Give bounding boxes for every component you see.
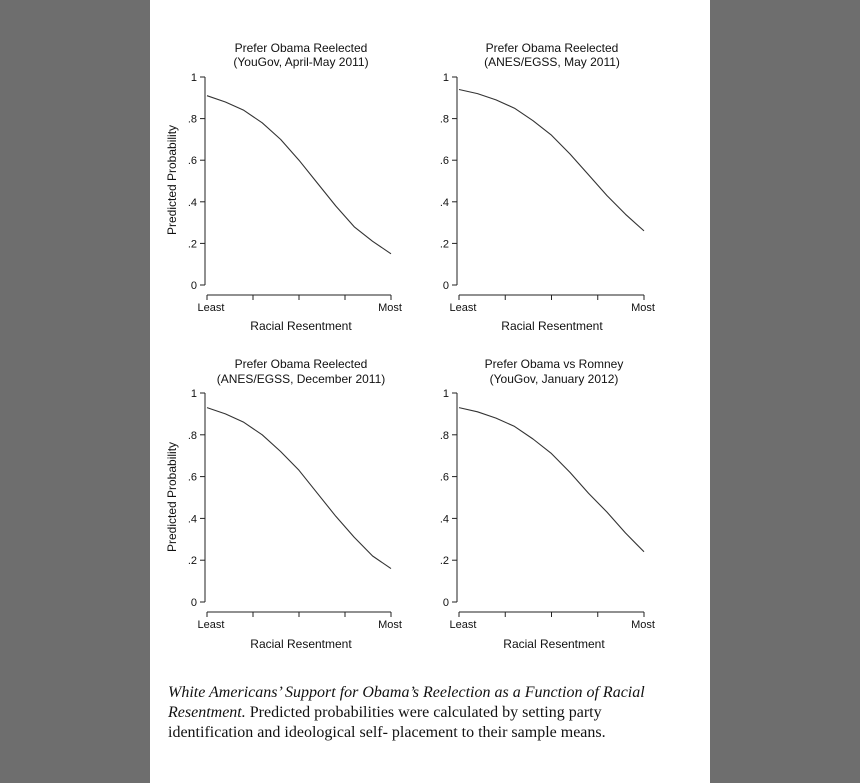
x-tick-label-most: Most [631, 302, 655, 314]
chart-title-line1: Prefer Obama Reelected [234, 357, 368, 371]
chart-title-line2: (YouGov, January 2012) [489, 372, 619, 386]
y-axis-label: Predicted Probability [165, 441, 179, 553]
figure-caption [168, 683, 728, 743]
x-tick-label-least: Least [449, 302, 477, 314]
y-tick-label: .2 [439, 238, 449, 251]
caption-line-1 [168, 683, 728, 703]
y-tick-label: 0 [190, 597, 197, 609]
y-tick-label: 1 [190, 388, 197, 400]
y-tick-label: .8 [187, 113, 197, 126]
chart-panel-yougov-jan-2012 [440, 357, 655, 651]
x-axis-label: Racial Resentment [250, 637, 352, 651]
y-tick-label: .4 [187, 196, 197, 209]
x-tick-label-least: Least [449, 619, 477, 631]
chart-panel-anes-may-2011 [440, 41, 655, 333]
y-tick-label: .6 [187, 471, 197, 484]
y-tick-label: .4 [187, 513, 197, 526]
chart-panel-anes-dec-2011 [165, 357, 402, 651]
x-tick-label-least: Least [197, 619, 225, 631]
y-tick-label: 0 [442, 597, 449, 609]
caption-line-3 [168, 723, 728, 743]
predicted-probability-line [207, 408, 391, 569]
y-tick-label: 1 [442, 388, 449, 400]
caption-lead-line1: White Americans’ Support for Obama’s Reelection as a Function of Racial [168, 684, 645, 701]
y-tick-label: .4 [439, 513, 449, 526]
y-tick-label: .2 [187, 238, 197, 251]
predicted-probability-line [459, 408, 644, 552]
x-axis-label: Racial Resentment [503, 637, 605, 651]
y-tick-label: .6 [187, 155, 197, 168]
y-tick-label: .8 [439, 113, 449, 126]
y-tick-label: .6 [439, 471, 449, 484]
caption-line3-text: identification and ideological self- placement to their sample means. [168, 724, 606, 741]
caption-rest-line2: Predicted probabilities were calculated by setting party [245, 704, 602, 721]
chart-title-line2: (YouGov, April-May 2011) [233, 55, 369, 69]
y-tick-label: 1 [190, 72, 197, 84]
x-axis-label: Racial Resentment [501, 319, 603, 333]
y-tick-label: .4 [439, 196, 449, 209]
chart-panel-yougov-apr-may-2011 [165, 41, 402, 333]
y-tick-label: 0 [190, 280, 197, 292]
chart-title-line1: Prefer Obama Reelected [485, 41, 619, 55]
predicted-probability-line [459, 90, 644, 231]
y-tick-label: 1 [442, 72, 449, 84]
x-tick-label-most: Most [631, 619, 655, 631]
x-tick-label-most: Most [378, 302, 402, 314]
chart-title-line1: Prefer Obama Reelected [234, 41, 368, 55]
caption-lead-line2: Resentment. [168, 704, 246, 721]
predicted-probability-line [207, 96, 391, 254]
y-tick-label: .8 [187, 429, 197, 442]
y-tick-label: 0 [442, 280, 449, 292]
caption-line-2 [168, 703, 728, 723]
y-tick-label: .8 [439, 429, 449, 442]
x-axis-label: Racial Resentment [250, 319, 352, 333]
chart-title-line1: Prefer Obama vs Romney [484, 357, 624, 371]
chart-title-line2: (ANES/EGSS, December 2011) [216, 372, 386, 386]
y-tick-label: .2 [439, 555, 449, 568]
chart-title-line2: (ANES/EGSS, May 2011) [484, 55, 620, 69]
x-tick-label-least: Least [197, 302, 225, 314]
y-tick-label: .2 [187, 555, 197, 568]
x-tick-label-most: Most [378, 619, 402, 631]
y-axis-label: Predicted Probability [165, 124, 179, 236]
y-tick-label: .6 [439, 155, 449, 168]
